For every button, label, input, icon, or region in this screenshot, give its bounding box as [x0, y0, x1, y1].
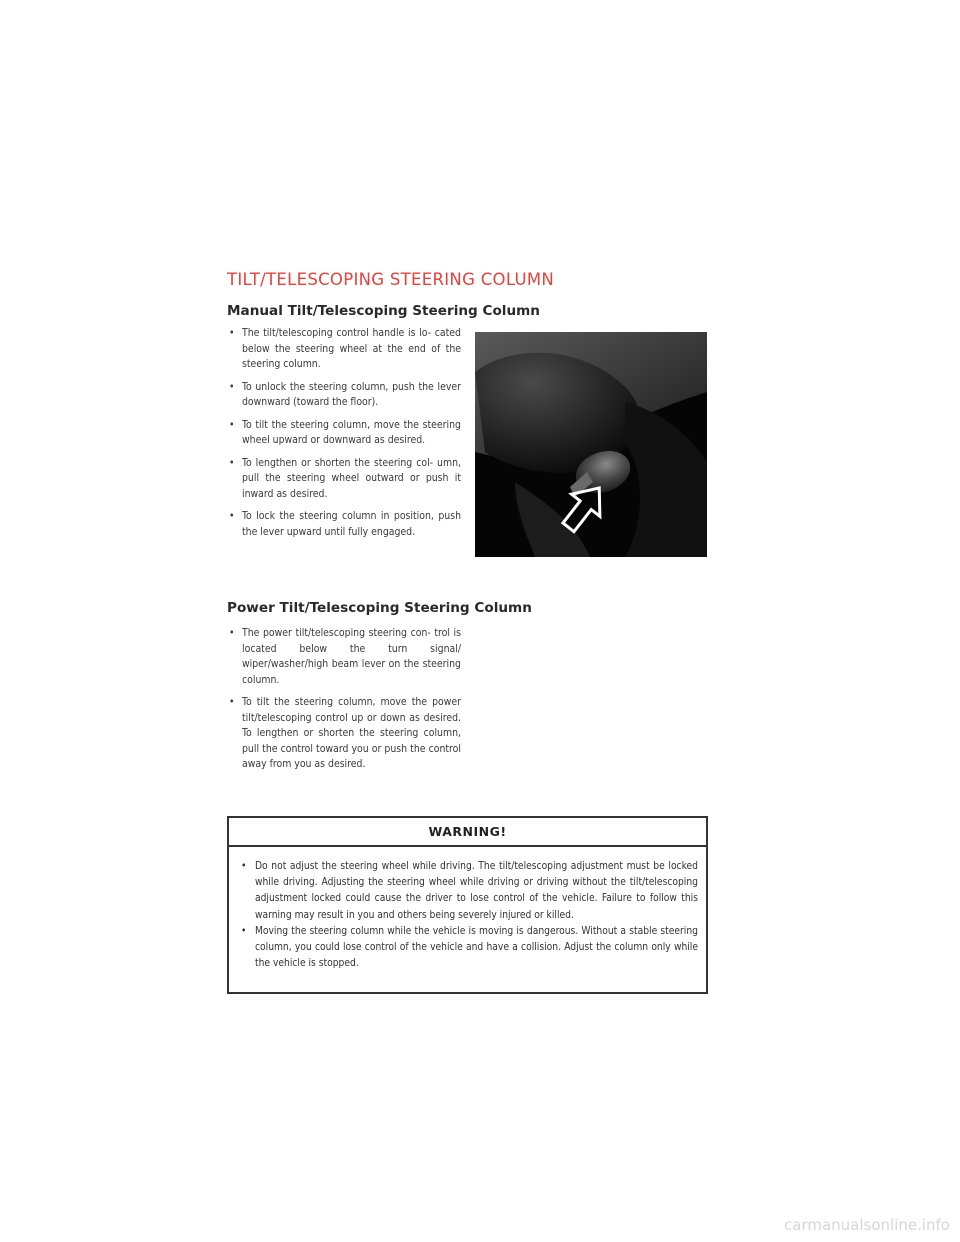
watermark: carmanualsonline.info	[784, 1216, 950, 1234]
power-bullet-list	[227, 626, 461, 780]
manual-bullet-4: • To lengthen or shorten the steering col- umn, pull the steering wheel outward or push it inward as desired.	[227, 456, 461, 503]
power-bullet-1: • The power tilt/telescoping steering con- trol is located below the turn signal/ wiper/washer/high beam lever on the steering column.	[227, 626, 461, 688]
power-bullet-2: • To tilt the steering column, move the power tilt/telescoping control up or down as desired. To lengthen or shorten the steering column, pull the control toward you or push the control away from you as desired.	[227, 695, 461, 773]
manual-bullet-2: • To unlock the steering column, push the lever downward (toward the floor).	[227, 380, 461, 411]
manual-bullet-5: • To lock the steering column in position, push the lever upward until fully engaged.	[227, 509, 461, 540]
manual-subtitle: Manual Tilt/Telescoping Steering Column	[227, 303, 540, 319]
manual-bullet-list	[227, 326, 461, 547]
warning-bullet-list	[229, 847, 706, 972]
manual-bullet-1: • The tilt/telescoping control handle is lo- cated below the steering wheel at the end of the steering column.	[227, 326, 461, 373]
warning-box	[227, 816, 708, 994]
section-title: TILT/TELESCOPING STEERING COLUMN	[227, 270, 555, 289]
steering-column-illustration	[475, 332, 707, 557]
warning-title: WARNING!	[229, 818, 706, 847]
manual-bullet-3: • To tilt the steering column, move the steering wheel upward or downward as desired.	[227, 418, 461, 449]
warning-bullet-1: • Do not adjust the steering wheel while driving. The tilt/telescoping adjustment must be locked while driving. Adjusting the steering wheel while driving or driving without the tilt/telescoping adjustment locked could cause the driver to lose control of the vehicle. Failure to follow this warning may result in you and others being severely injured or killed.	[241, 859, 698, 924]
power-subtitle: Power Tilt/Telescoping Steering Column	[227, 600, 532, 616]
steering-column-photo	[475, 332, 707, 557]
warning-bullet-2: • Moving the steering column while the vehicle is moving is dangerous. Without a stable steering column, you could lose control of the vehicle and have a collision. Adjust the column only while the vehicle is stopped.	[241, 924, 698, 973]
